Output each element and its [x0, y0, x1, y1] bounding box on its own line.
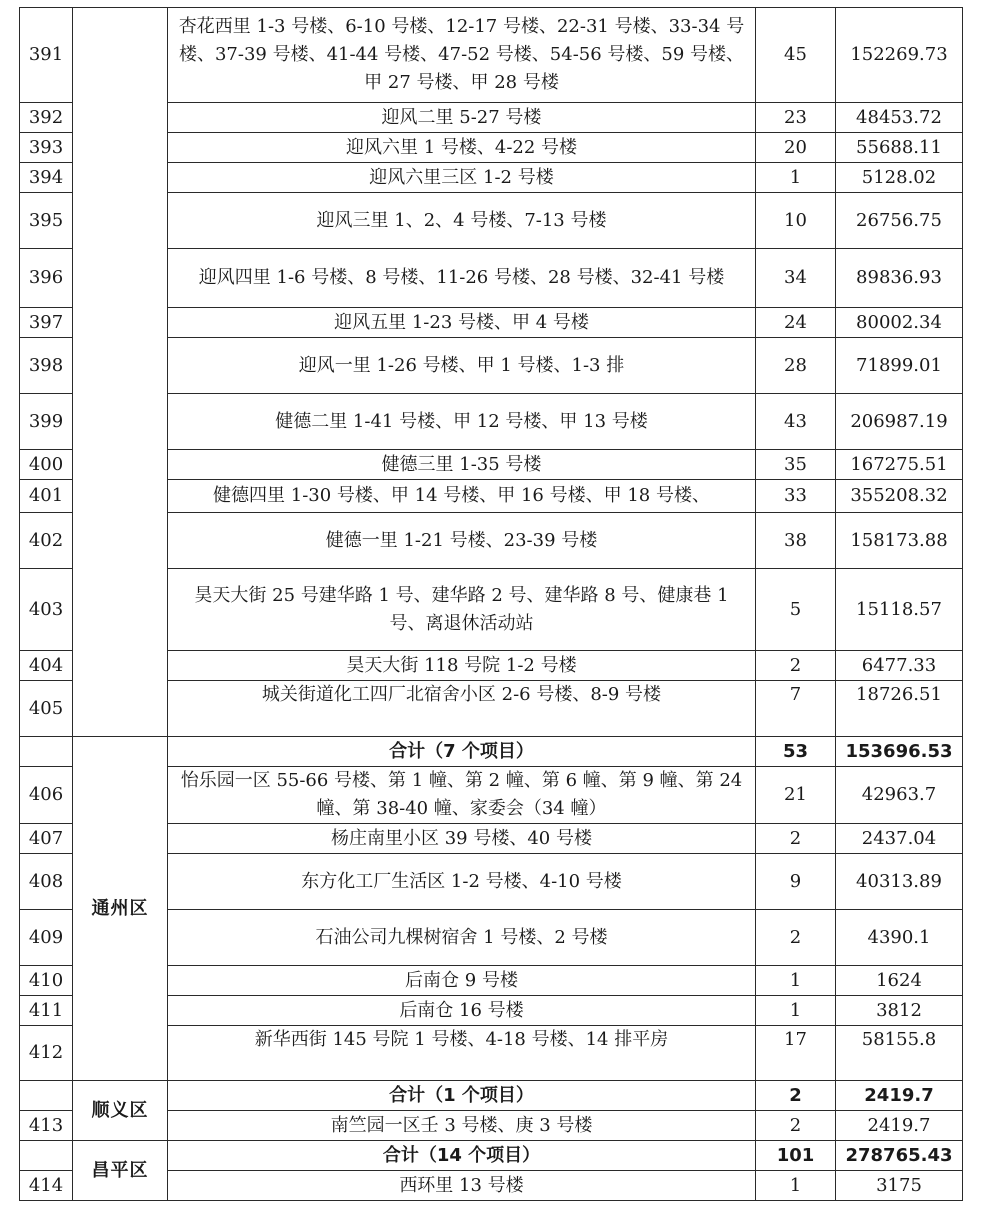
location-cell: 健德一里 1-21 号楼、23-39 号楼: [168, 513, 756, 569]
floor-area: 158173.88: [836, 513, 963, 569]
building-count: 2: [756, 1111, 836, 1141]
row-number: 412: [20, 1026, 73, 1081]
district-cell: 通州区: [73, 737, 168, 1081]
location-cell: 昊天大街 25 号建华路 1 号、建华路 2 号、建华路 8 号、健康巷 1 号、离退休活动站: [168, 569, 756, 651]
row-number: 396: [20, 249, 73, 308]
location-cell: 杨庄南里小区 39 号楼、40 号楼: [168, 824, 756, 854]
location-cell: 健德三里 1-35 号楼: [168, 450, 756, 480]
building-count: 38: [756, 513, 836, 569]
row-number: 392: [20, 103, 73, 133]
building-count: 23: [756, 103, 836, 133]
floor-area: 42963.7: [836, 767, 963, 824]
building-count: 1: [756, 996, 836, 1026]
subtotal-count: 2: [756, 1081, 836, 1111]
row-number: 395: [20, 193, 73, 249]
row-number: 399: [20, 394, 73, 450]
location-cell: 昊天大街 118 号院 1-2 号楼: [168, 651, 756, 681]
location-cell: 后南仓 16 号楼: [168, 996, 756, 1026]
location-cell: 迎风四里 1-6 号楼、8 号楼、11-26 号楼、28 号楼、32-41 号楼: [168, 249, 756, 308]
building-count: 21: [756, 767, 836, 824]
location-cell: 城关街道化工四厂北宿舍小区 2-6 号楼、8-9 号楼: [168, 681, 756, 737]
row-number-empty: [20, 737, 73, 767]
building-count: 10: [756, 193, 836, 249]
building-count: 45: [756, 8, 836, 103]
building-count: 28: [756, 338, 836, 394]
building-count: 1: [756, 966, 836, 996]
location-cell: 杏花西里 1-3 号楼、6-10 号楼、12-17 号楼、22-31 号楼、33-34 号楼、37-39 号楼、41-44 号楼、47-52 号楼、54-56 号楼、59 号楼、甲 27 号楼、甲 28 号楼: [168, 8, 756, 103]
project-table: [19, 7, 963, 1201]
building-count: 35: [756, 450, 836, 480]
row-number: 411: [20, 996, 73, 1026]
floor-area: 55688.11: [836, 133, 963, 163]
floor-area: 5128.02: [836, 163, 963, 193]
floor-area: 48453.72: [836, 103, 963, 133]
row-number: 413: [20, 1111, 73, 1141]
floor-area: 58155.8: [836, 1026, 963, 1081]
subtotal-area: 2419.7: [836, 1081, 963, 1111]
building-count: 43: [756, 394, 836, 450]
row-number: 404: [20, 651, 73, 681]
row-number: 408: [20, 854, 73, 910]
building-count: 9: [756, 854, 836, 910]
row-number: 402: [20, 513, 73, 569]
building-count: 34: [756, 249, 836, 308]
floor-area: 89836.93: [836, 249, 963, 308]
subtotal-label: 合计（1 个项目）: [168, 1081, 756, 1111]
row-number: 391: [20, 8, 73, 103]
floor-area: 2419.7: [836, 1111, 963, 1141]
location-cell: 迎风二里 5-27 号楼: [168, 103, 756, 133]
floor-area: 1624: [836, 966, 963, 996]
building-count: 17: [756, 1026, 836, 1081]
floor-area: 80002.34: [836, 308, 963, 338]
location-cell: 健德四里 1-30 号楼、甲 14 号楼、甲 16 号楼、甲 18 号楼、: [168, 480, 756, 513]
subtotal-count: 53: [756, 737, 836, 767]
location-cell: 新华西街 145 号院 1 号楼、4-18 号楼、14 排平房: [168, 1026, 756, 1081]
subtotal-row: [20, 1141, 963, 1171]
row-number: 414: [20, 1171, 73, 1201]
floor-area: 6477.33: [836, 651, 963, 681]
building-count: 5: [756, 569, 836, 651]
floor-area: 2437.04: [836, 824, 963, 854]
table-row: [20, 8, 963, 103]
building-count: 7: [756, 681, 836, 737]
floor-area: 4390.1: [836, 910, 963, 966]
floor-area: 167275.51: [836, 450, 963, 480]
building-count: 1: [756, 163, 836, 193]
row-number: 409: [20, 910, 73, 966]
floor-area: 355208.32: [836, 480, 963, 513]
row-number: 410: [20, 966, 73, 996]
location-cell: 迎风六里三区 1-2 号楼: [168, 163, 756, 193]
floor-area: 3812: [836, 996, 963, 1026]
location-cell: 石油公司九棵树宿舍 1 号楼、2 号楼: [168, 910, 756, 966]
floor-area: 26756.75: [836, 193, 963, 249]
building-count: 1: [756, 1171, 836, 1201]
row-number-empty: [20, 1081, 73, 1111]
building-count: 2: [756, 651, 836, 681]
subtotal-count: 101: [756, 1141, 836, 1171]
row-number: 398: [20, 338, 73, 394]
district-cell: 昌平区: [73, 1141, 168, 1201]
floor-area: 15118.57: [836, 569, 963, 651]
row-number: 394: [20, 163, 73, 193]
project-table-sheet: [19, 7, 963, 1201]
floor-area: 18726.51: [836, 681, 963, 737]
building-count: 24: [756, 308, 836, 338]
row-number-empty: [20, 1141, 73, 1171]
row-number: 400: [20, 450, 73, 480]
location-cell: 迎风三里 1、2、4 号楼、7-13 号楼: [168, 193, 756, 249]
floor-area: 71899.01: [836, 338, 963, 394]
location-cell: 南竺园一区壬 3 号楼、庚 3 号楼: [168, 1111, 756, 1141]
location-cell: 迎风五里 1-23 号楼、甲 4 号楼: [168, 308, 756, 338]
location-cell: 迎风六里 1 号楼、4-22 号楼: [168, 133, 756, 163]
floor-area: 206987.19: [836, 394, 963, 450]
district-cell-continued: [73, 8, 168, 737]
subtotal-label: 合计（14 个项目）: [168, 1141, 756, 1171]
row-number: 401: [20, 480, 73, 513]
building-count: 2: [756, 910, 836, 966]
row-number: 393: [20, 133, 73, 163]
floor-area: 3175: [836, 1171, 963, 1201]
location-cell: 西环里 13 号楼: [168, 1171, 756, 1201]
subtotal-row: [20, 1081, 963, 1111]
subtotal-label: 合计（7 个项目）: [168, 737, 756, 767]
building-count: 33: [756, 480, 836, 513]
row-number: 406: [20, 767, 73, 824]
floor-area: 40313.89: [836, 854, 963, 910]
location-cell: 迎风一里 1-26 号楼、甲 1 号楼、1-3 排: [168, 338, 756, 394]
subtotal-row: [20, 737, 963, 767]
subtotal-area: 153696.53: [836, 737, 963, 767]
row-number: 397: [20, 308, 73, 338]
location-cell: 东方化工厂生活区 1-2 号楼、4-10 号楼: [168, 854, 756, 910]
row-number: 403: [20, 569, 73, 651]
subtotal-area: 278765.43: [836, 1141, 963, 1171]
building-count: 20: [756, 133, 836, 163]
district-cell: 顺义区: [73, 1081, 168, 1141]
location-cell: 怡乐园一区 55-66 号楼、第 1 幢、第 2 幢、第 6 幢、第 9 幢、第 24 幢、第 38-40 幢、家委会（34 幢）: [168, 767, 756, 824]
row-number: 405: [20, 681, 73, 737]
row-number: 407: [20, 824, 73, 854]
building-count: 2: [756, 824, 836, 854]
location-cell: 健德二里 1-41 号楼、甲 12 号楼、甲 13 号楼: [168, 394, 756, 450]
floor-area: 152269.73: [836, 8, 963, 103]
location-cell: 后南仓 9 号楼: [168, 966, 756, 996]
